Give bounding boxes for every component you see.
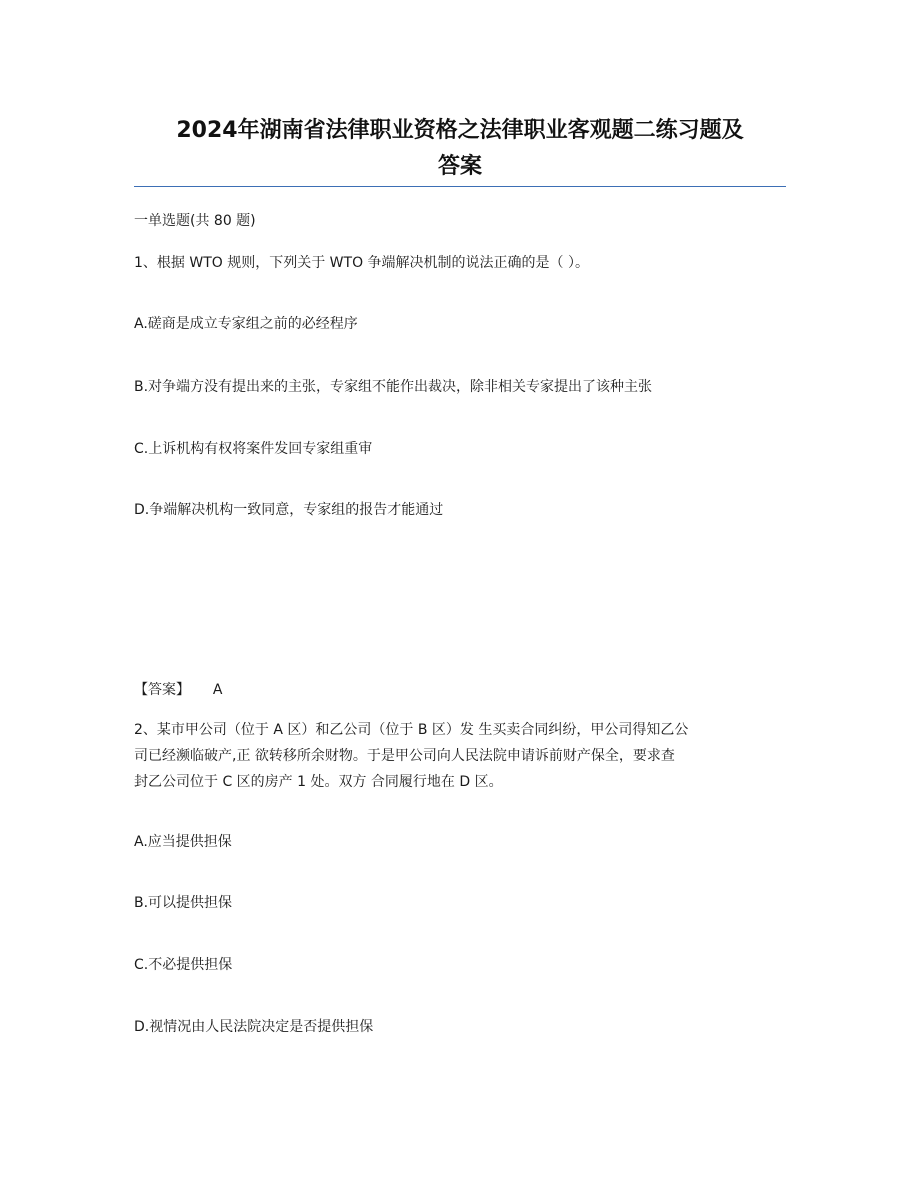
question-2-option-b: B.可以提供担保 [134,895,233,911]
page-title-line-1: 2024年湖南省法律职业资格之法律职业客观题二练习题及 [176,118,744,143]
question-2-stem-line: 封乙公司位于 C 区的房产 1 处。双方 合同履行地在 D 区。 [134,774,503,790]
question-1-option-a: A.磋商是成立专家组之前的必经程序 [134,316,358,332]
section-heading: 一单选题(共 80 题) [134,213,256,229]
question-1-option-d: D.争端解决机构一致同意，专家组的报告才能通过 [134,502,444,518]
page-title [134,113,786,185]
title-divider [134,186,786,187]
page-title-line-2: 答案 [437,154,482,179]
answer-label: 【答案】 [134,682,190,698]
question-2-stem-line: 2、某市甲公司（位于 A 区）和乙公司（位于 B 区）发 生买卖合同纠纷，甲公司得知乙公 [134,722,689,738]
question-2-option-c: C.不必提供担保 [134,957,233,973]
question-2-stem [134,717,786,795]
question-2-option-a: A.应当提供担保 [134,834,232,850]
question-1-option-c: C.上诉机构有权将案件发回专家组重审 [134,441,373,457]
question-2-option-d: D.视情况由人民法院决定是否提供担保 [134,1019,374,1035]
question-2-stem-line: 司已经濒临破产,正 欲转移所余财物。于是甲公司向人民法院申请诉前财产保全，要求查 [134,748,675,764]
question-1-option-b: B.对争端方没有提出来的主张，专家组不能作出裁决，除非相关专家提出了该种主张 [134,379,653,395]
answer-value: A [212,682,223,698]
question-1-stem: 1、根据 WTO 规则，下列关于 WTO 争端解决机制的说法正确的是（ ）。 [134,255,589,271]
question-1-answer [134,677,786,703]
